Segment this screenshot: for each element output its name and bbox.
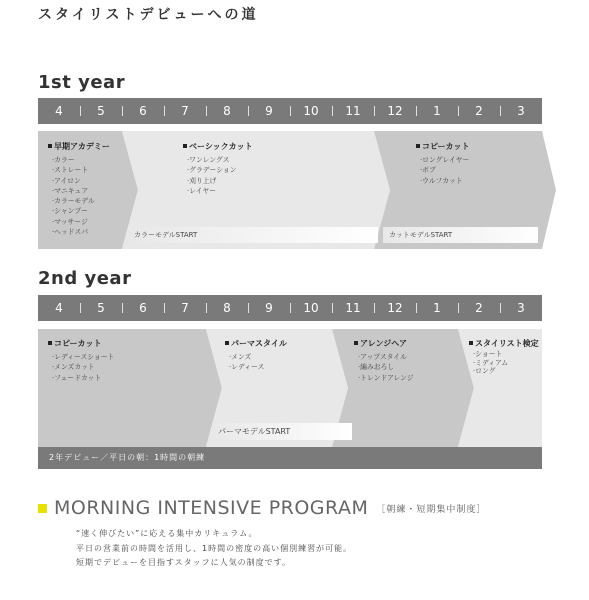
month-cell: 1 [416,295,458,321]
year1-category-copy-cut [416,141,469,186]
list-item: ·レディースショート [52,353,115,361]
page-title: スタイリストデビューへの道 [38,7,259,23]
month-cell: 9 [248,98,290,124]
list-item: ·アイロン [52,176,81,185]
start-label-cut-model: カットモデルSTART [389,231,453,239]
month-cell: 4 [55,104,63,118]
category-title: コピーカット [54,339,102,348]
month-cell: 2 [458,295,500,321]
list-item: ·ヘッドスパ [52,228,89,237]
month-cell: 11 [332,98,374,124]
list-item: ·ワンレングス [187,156,230,164]
list-item: ·マッサージ [52,217,88,226]
month-cell: 6 [122,295,164,321]
list-item: ·マニキュア [52,186,89,195]
list-item: ·メンズ [229,353,252,361]
month-cell: 2 [458,98,500,124]
list-item: ·レイヤー [187,186,217,195]
category-items [469,350,539,376]
program-desc-line: 短期でデビューを目指すスタッフに人気の制度です。 [76,558,292,567]
category-title: パーマスタイル [231,339,287,348]
month-cell: 5 [80,295,122,321]
month-cell: 7 [164,295,206,321]
category-items [48,155,110,237]
month-cell: 1 [416,98,458,124]
list-item: ·フェードカット [52,373,102,382]
list-item: ·メンズカット [52,363,95,372]
list-item: ·ウルフカット [420,176,463,185]
list-item: ·カラーモデル [52,197,95,206]
year2-category-arrange-hair [354,338,414,383]
month-cell: 3 [500,295,542,321]
month-cell: 8 [206,98,248,124]
year1-category-basic-cut [183,141,253,196]
month-cell: 5 [80,98,122,124]
month-cell: 10 [290,295,332,321]
bullet-square-icon [48,144,52,148]
bullet-square-icon [48,341,52,345]
list-item: ·トレンドアレンジ [358,373,414,382]
bullet-square-icon [354,341,358,345]
year2-category-perm-style [225,338,287,373]
bullet-square-icon [416,144,420,148]
month-cell: 6 [122,98,164,124]
year2-category-stylist-exam [469,338,539,376]
program-desc-line: 平日の営業前の時間を活用し、1時間の密度の高い個別練習が可能。 [76,543,353,553]
month-cell: 12 [374,98,416,124]
program-description [76,527,352,571]
list-item: ·ストレート [52,166,89,175]
year1-heading: 1st year [38,72,126,93]
year1-month-bar [38,98,542,124]
year2-heading: 2nd year [38,268,132,289]
list-item: ·刈り上げ [187,176,217,185]
category-title: スタイリスト検定 [475,339,539,348]
month-cell: 12 [374,295,416,321]
month-cell: 8 [206,295,248,321]
list-item: ·ロングレイヤー [420,156,470,164]
list-item: ·ミディアム [473,358,509,367]
list-item: ·ボブ [420,166,436,175]
category-items [183,155,253,196]
list-item: ·グラデーション [187,166,237,175]
bullet-square-icon [225,341,229,345]
list-item: ·レディース [229,363,265,372]
start-label-perm-model: パーマモデルSTART [218,427,291,436]
list-item: ·ショート [473,350,503,358]
bullet-square-icon [183,144,187,148]
category-items [354,352,414,383]
yellow-square-icon [38,504,47,513]
category-items [48,352,114,383]
year1-category-academy [48,141,110,237]
category-items [416,155,469,186]
category-title: コピーカット [422,142,470,151]
month-cell: 10 [290,98,332,124]
year2-category-copy-cut [48,338,114,383]
list-item: ·編みおろし [358,363,395,372]
year2-month-bar [38,295,542,321]
list-item: ·ロング [473,367,496,375]
category-title: 早期アカデミー [54,142,110,151]
bullet-square-icon [469,341,473,345]
start-label-color-model: カラーモデルSTART [134,231,198,239]
month-cell: 9 [248,295,290,321]
list-item: ·アップスタイル [358,353,407,361]
list-item: ·シャンプー [52,207,88,216]
program-title [38,497,486,519]
month-cell: 3 [500,98,542,124]
program-title-en: MORNING INTENSIVE PROGRAM [54,497,369,519]
month-cell: 4 [55,301,63,315]
category-items [225,352,287,373]
program-title-jp: ［朝練・短期集中制度］ [376,504,487,515]
month-cell: 7 [164,98,206,124]
category-title: アレンジヘア [360,339,408,348]
list-item: ·カラー [52,156,75,164]
month-cell: 11 [332,295,374,321]
category-title: ベーシックカット [189,142,253,151]
debut-note-bar: 2年デビュー／平日の朝：1時間の朝練 [38,447,542,469]
program-desc-line: “速く伸びたい”に応える集中カリキュラム。 [76,529,258,538]
